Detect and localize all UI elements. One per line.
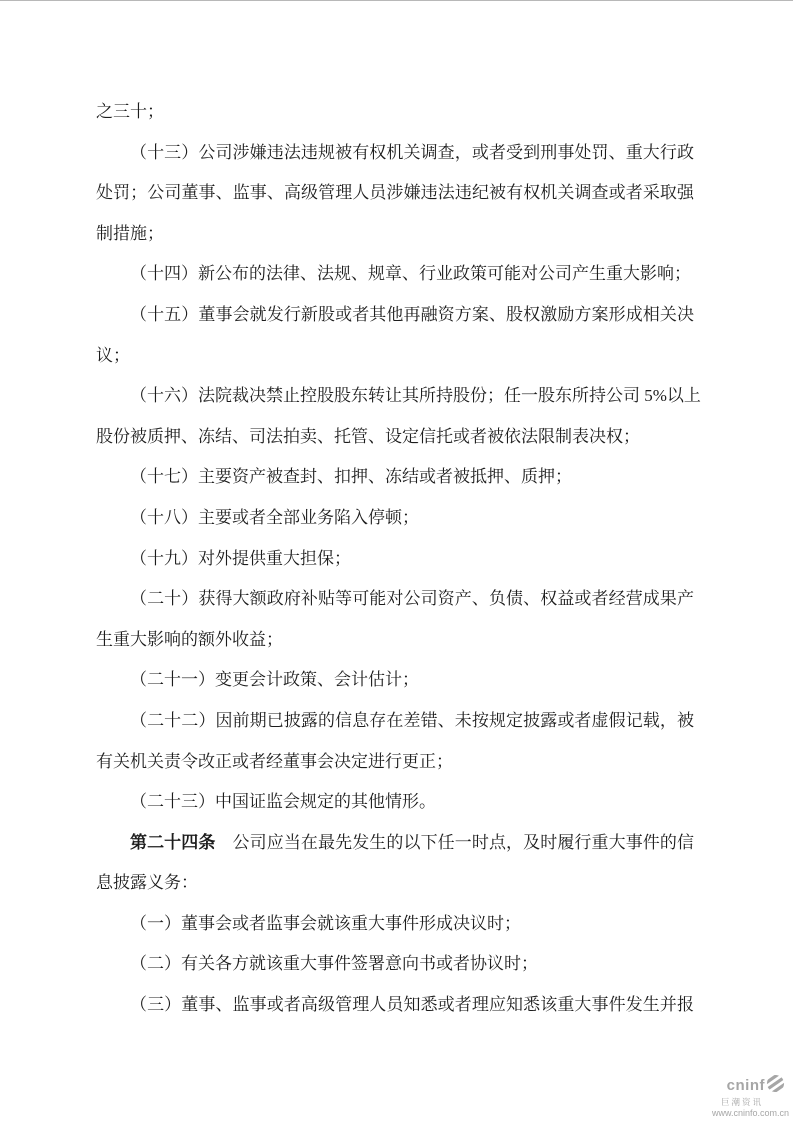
text-line: 处罚；公司董事、监事、高级管理人员涉嫌违法违纪被有权机关调查或者采取强 <box>96 183 694 203</box>
text-line: （十四）新公布的法律、法规、规章、行业政策可能对公司产生重大影响； <box>130 264 691 284</box>
cninfo-logo-url: www.cninfo.com.cn <box>711 1107 789 1118</box>
text-line: 第二十四条 公司应当在最先发生的以下任一时点，及时履行重大事件的信 <box>130 832 694 852</box>
text-line: 有关机关责令改正或者经董事会决定进行更正； <box>96 751 453 771</box>
text-line: （十七）主要资产被查封、扣押、冻结或者被抵押、质押； <box>130 467 572 487</box>
article-number: 第二十四条 <box>130 832 216 852</box>
text-line: 制措施； <box>96 223 164 243</box>
cninfo-logo-row <box>651 1074 791 1098</box>
text-line: （二十二）因前期已披露的信息存在差错、未按规定披露或者虚假记载，被 <box>130 710 694 730</box>
text-line: （二）有关各方就该重大事件签署意向书或者协议时； <box>130 954 538 974</box>
text-line: （十五）董事会就发行新股或者其他再融资方案、股权激励方案形成相关决 <box>130 304 694 324</box>
text-line: （二十一）变更会计政策、会计估计； <box>130 670 419 690</box>
document-body <box>96 92 701 1026</box>
text-line: （一）董事会或者监事会就该重大事件形成决议时； <box>130 913 521 933</box>
text-line: （十九）对外提供重大担保； <box>130 548 351 568</box>
text-line: （二十）获得大额政府补贴等可能对公司资产、负债、权益或者经营成果产 <box>130 589 694 609</box>
text-line: 股份被质押、冻结、司法拍卖、托管、设定信托或者被依法限制表决权； <box>96 426 640 446</box>
text-line: 息披露义务： <box>96 873 198 893</box>
cninfo-logo-caption: 巨潮资讯 <box>720 1096 763 1107</box>
text-line: （十三）公司涉嫌违法违规被有权机关调查，或者受到刑事处罚、重大行政 <box>130 142 694 162</box>
cninfo-logo-text: cninf <box>726 1076 765 1094</box>
text-line: （二十三）中国证监会规定的其他情形。 <box>130 792 436 812</box>
cninfo-logo <box>651 1074 791 1119</box>
text-line: 议； <box>96 345 130 365</box>
text-line: （三）董事、监事或者高级管理人员知悉或者理应知悉该重大事件发生并报 <box>130 995 694 1015</box>
text-line: （十八）主要或者全部业务陷入停顿； <box>130 507 419 527</box>
text-line: （十六）法院裁决禁止控股股东转让其所持股份；任一股东所持公司 5%以上 <box>130 386 701 406</box>
cninfo-swirl-icon <box>766 1074 785 1098</box>
text-line: 之三十； <box>96 102 164 121</box>
text-line: 生重大影响的额外收益； <box>96 629 283 649</box>
